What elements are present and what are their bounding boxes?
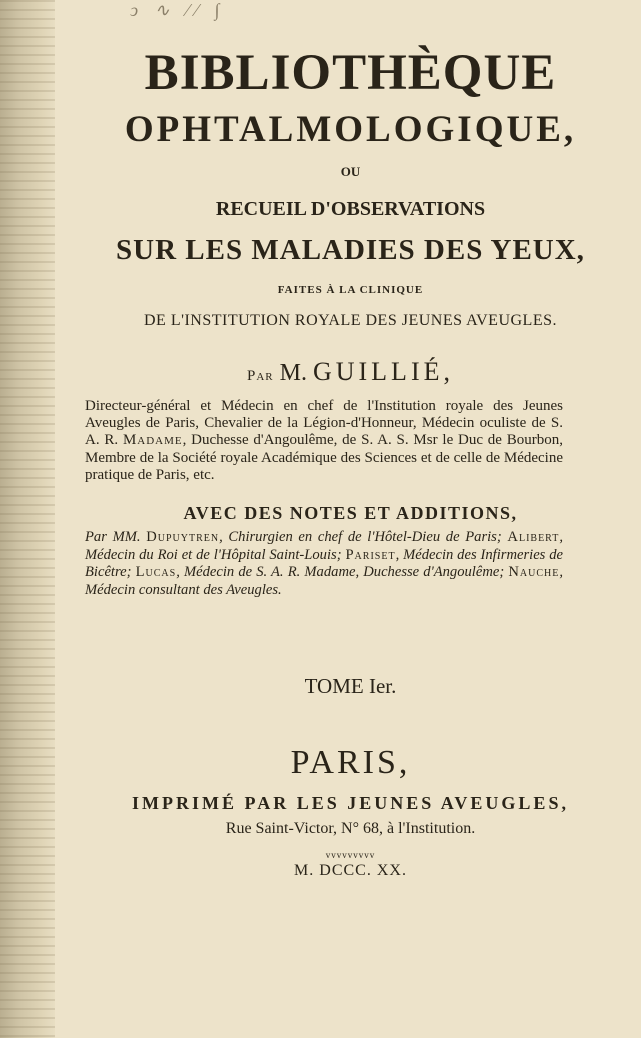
conjunction-ou: OU: [340, 164, 361, 179]
main-title: BIBLIOTHÈQUE: [144, 45, 557, 101]
author-line: [60, 357, 641, 387]
contributor-dupuytren: Dupuytren: [146, 529, 220, 545]
tome-label: TOME Ier.: [304, 674, 397, 698]
avec-notes-heading: AVEC DES NOTES ET ADDITIONS,: [183, 503, 518, 523]
madame-text: Madame: [122, 432, 183, 449]
recueil-line: RECUEIL D'OBSERVATIONS: [215, 198, 486, 220]
nauche-role: , Médecin consultant des Aveugles.: [85, 564, 563, 598]
contributor-nauche: Nauche: [508, 564, 560, 580]
contributor-alibert: Alibert: [507, 529, 560, 545]
pariset-role: , Médecin des Infirmeries de Bicêtre;: [85, 546, 564, 580]
title-page: [60, 0, 641, 1038]
author-description: [85, 398, 563, 484]
subtitle: OPHTALMOLOGIQUE,: [124, 109, 577, 150]
contributor-lucas: Lucas: [135, 564, 177, 580]
lucas-role: , Médecin de S. A. R. Madame, Duchesse d'Angoulême;: [176, 564, 505, 580]
maladies-line: SUR LES MALADIES DES YEUX,: [116, 234, 585, 266]
faites-line: FAITES À LA CLINIQUE: [277, 284, 424, 296]
alibert-role: , Médecin du Roi et de l'Hôpital Saint-Louis;: [85, 529, 564, 563]
ornament-rule: vvvvvvvvv: [325, 850, 376, 860]
book-spine-edge: [0, 0, 55, 1038]
contributor-pariset: Pariset: [345, 546, 396, 563]
city-label: PARIS,: [290, 744, 411, 781]
author-name: GUILLIÉ,: [312, 357, 454, 386]
address-line: Rue Saint-Victor, N° 68, à l'Institution.: [225, 820, 476, 837]
description-part-1: Directeur-général et Médecin en chef de l'Institution royale des Jeunes Aveugles de Paris, Chevalier de la Légion-d'Honneur, Médecin oculiste de S. A. R.: [85, 398, 563, 449]
printer-line: IMPRIMÉ PAR LES JEUNES AVEUGLES,: [132, 793, 569, 813]
dupuytren-role: , Chirurgien en chef de l'Hôtel-Dieu de Paris;: [219, 529, 502, 545]
contributors-paragraph: [85, 529, 563, 599]
par-mm: Par MM.: [85, 529, 141, 545]
institution-line: DE L'INSTITUTION ROYALE DES JEUNES AVEUGLES.: [143, 312, 557, 329]
description-part-2: , Duchesse d'Angoulême, de S. A. S. Msr le Duc de Bourbon, Membre de la Société royale Académique des Sciences et de celle de Médecine pratique de Paris, etc.: [85, 432, 564, 483]
handwritten-marks: ↄ ∿ ⁄⁄ ∫: [130, 0, 226, 20]
monsieur: M.: [279, 360, 307, 386]
publication-date: M. DCCC. XX.: [294, 862, 407, 879]
par-word: Par: [247, 368, 274, 384]
